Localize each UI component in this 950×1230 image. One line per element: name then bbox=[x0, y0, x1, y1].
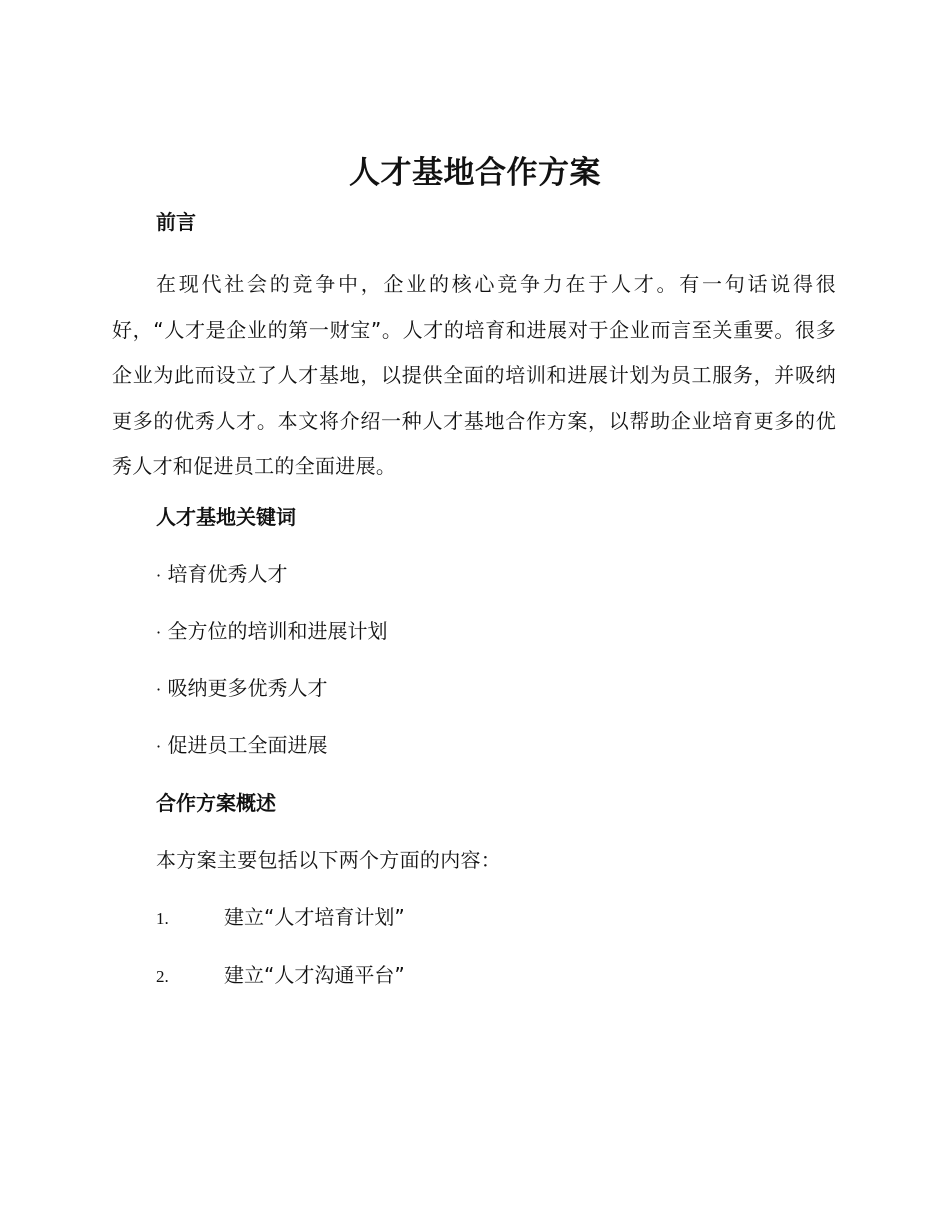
keyword-item bbox=[156, 560, 287, 590]
overview-intro: 本方案主要包括以下两个方面的内容： bbox=[156, 848, 502, 872]
keyword-item bbox=[156, 674, 327, 704]
document-title: 人才基地合作方案 bbox=[349, 155, 601, 191]
keyword-text: 吸纳更多优秀人才 bbox=[167, 676, 328, 700]
keywords-heading: 人才基地关键词 bbox=[156, 505, 296, 529]
keyword-text: 促进员工全面进展 bbox=[167, 733, 328, 757]
item-number: 2. bbox=[156, 967, 169, 986]
keyword-text: 培育优秀人才 bbox=[167, 562, 288, 586]
item-text: 建立“人才沟通平台” bbox=[224, 963, 405, 987]
keyword-text: 全方位的培训和进展计划 bbox=[167, 619, 388, 643]
bullet-icon: · bbox=[156, 623, 162, 642]
preface-paragraph: 在现代社会的竞争中，企业的核心竞争力在于人才。有一句话说得很好，“人才是企业的第一财宝”。人才的培育和进展对于企业而言至关重要。很多企业为此而设立了人才基地，以提供全面的培训和进展计划为员工服务，并吸纳更多的优秀人才。本文将介绍一种人才基地合作方案，以帮助企业培育更多的优秀人才和促进员工的全面进展。 bbox=[112, 272, 836, 478]
overview-heading: 合作方案概述 bbox=[156, 791, 276, 815]
numbered-item bbox=[156, 961, 405, 991]
keyword-item bbox=[156, 617, 387, 647]
item-number: 1. bbox=[156, 909, 169, 928]
bullet-icon: · bbox=[156, 737, 162, 756]
keyword-item bbox=[156, 731, 327, 761]
bullet-icon: · bbox=[156, 680, 162, 699]
preface-heading: 前言 bbox=[156, 210, 196, 234]
numbered-item bbox=[156, 903, 405, 933]
item-text: 建立“人才培育计划” bbox=[224, 905, 405, 929]
bullet-icon: · bbox=[156, 566, 162, 585]
